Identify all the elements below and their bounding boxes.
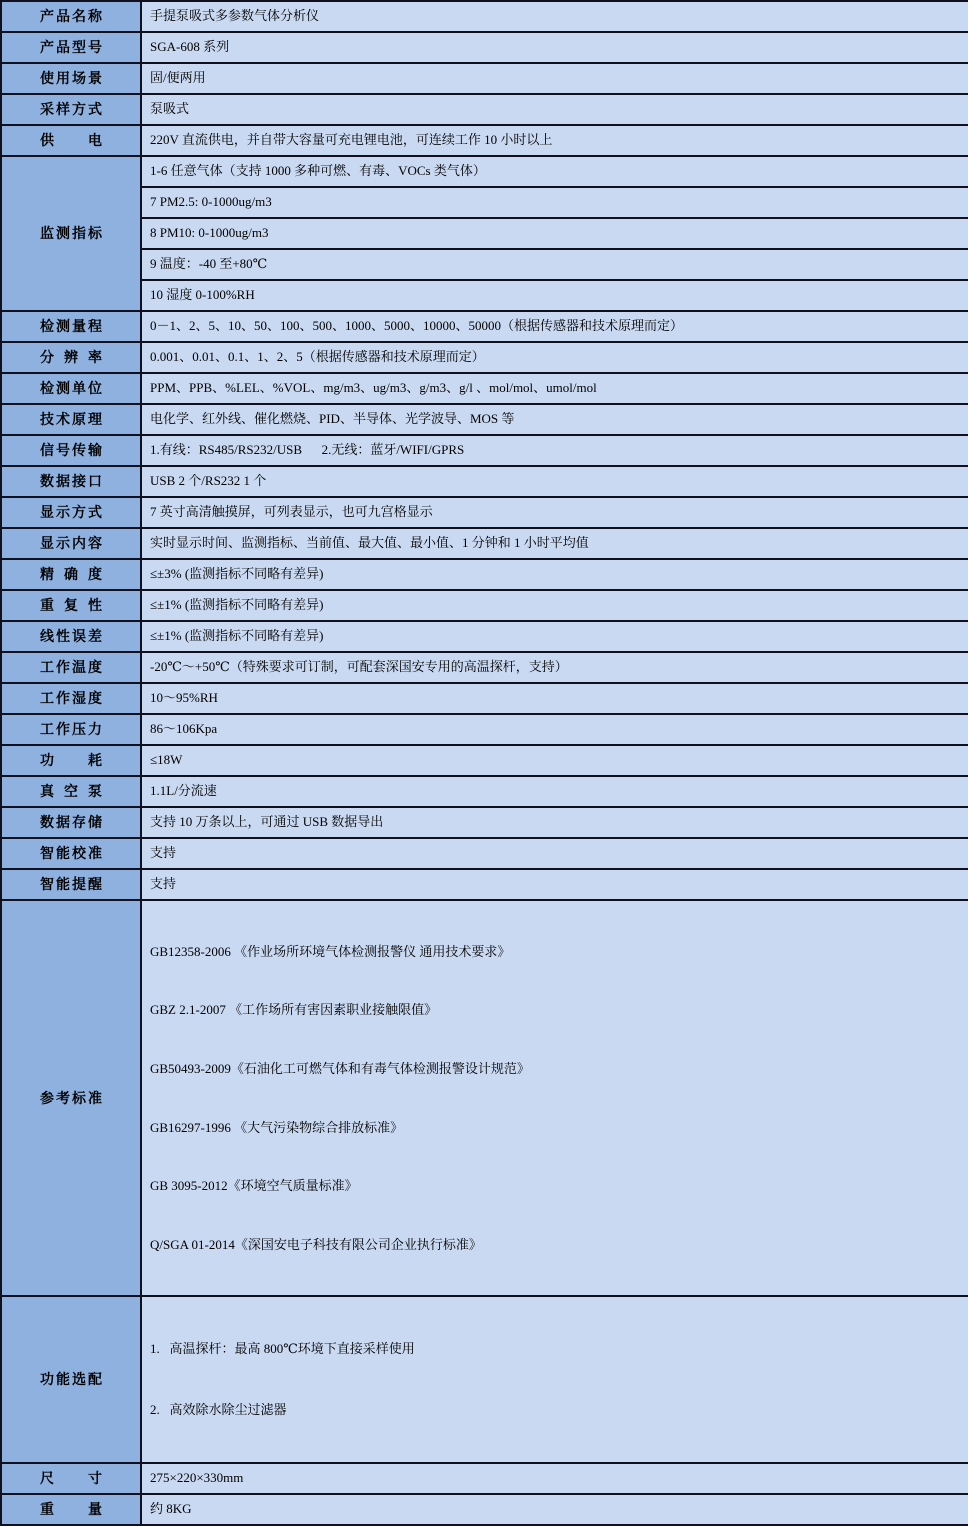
product-model-label-cell (1, 32, 141, 63)
row-monitoring-indicators (1, 280, 968, 311)
dimensions-label: 尺寸 (40, 1469, 102, 1486)
reference-standards-value (141, 900, 968, 1296)
row-resolution (1, 342, 968, 373)
reference-standards-label-cell (1, 900, 141, 1296)
row-vacuum-pump (1, 776, 968, 807)
monitoring-indicator-item: 10 湿度 0-100%RH (141, 280, 968, 311)
row-power-consumption (1, 745, 968, 776)
detection-unit-label: 检测单位 (40, 380, 102, 397)
optional-features-label: 功能选配 (40, 1370, 102, 1387)
row-usage-scenario (1, 63, 968, 94)
technical-principle-label: 技术原理 (40, 411, 102, 428)
reference-standard-line: GB50493-2009《石油化工可燃气体和有毒气体检测报警设计规范》 (150, 1061, 530, 1077)
smart-reminder-label-cell (1, 869, 141, 900)
data-storage-label-cell (1, 807, 141, 838)
row-dimensions (1, 1463, 968, 1494)
product-name-value: 手提泵吸式多参数气体分析仪 (141, 1, 968, 32)
product-name-label: 产品名称 (40, 8, 102, 25)
working-humidity-label: 工作湿度 (40, 690, 102, 707)
power-consumption-value: ≤18W (141, 745, 968, 776)
row-monitoring-indicators (1, 187, 968, 218)
working-pressure-label: 工作压力 (40, 721, 102, 738)
data-storage-label: 数据存储 (40, 814, 102, 831)
linearity-error-label-cell (1, 621, 141, 652)
optional-features-value (141, 1296, 968, 1463)
row-working-humidity (1, 683, 968, 714)
smart-reminder-value: 支持 (141, 869, 968, 900)
data-storage-value: 支持 10 万条以上，可通过 USB 数据导出 (141, 807, 968, 838)
row-sampling-method (1, 94, 968, 125)
display-mode-label-cell (1, 497, 141, 528)
reference-standard-line: GB 3095-2012《环境空气质量标准》 (150, 1178, 358, 1194)
power-supply-value: 220V 直流供电，并自带大容量可充电锂电池，可连续工作 10 小时以上 (141, 125, 968, 156)
monitoring-indicator-item: 8 PM10: 0-1000ug/m3 (141, 218, 968, 249)
dimensions-value: 275×220×330mm (141, 1463, 968, 1494)
row-monitoring-indicators (1, 249, 968, 280)
row-weight (1, 1494, 968, 1525)
vacuum-pump-label-cell (1, 776, 141, 807)
dimensions-label-cell (1, 1463, 141, 1494)
accuracy-label: 精确度 (40, 566, 102, 583)
row-data-storage (1, 807, 968, 838)
row-display-mode (1, 497, 968, 528)
working-humidity-value: 10～95%RH (141, 683, 968, 714)
weight-value: 约 8KG (141, 1494, 968, 1525)
product-model-value: SGA-608 系列 (141, 32, 968, 63)
detection-unit-label-cell (1, 373, 141, 404)
vacuum-pump-value: 1.1L/分流速 (141, 776, 968, 807)
smart-reminder-label: 智能提醒 (40, 876, 102, 893)
reference-standard-line: Q/SGA 01-2014《深国安电子科技有限公司企业执行标准》 (150, 1237, 482, 1253)
signal-transmission-label: 信号传输 (40, 442, 102, 459)
repeatability-label-cell (1, 590, 141, 621)
smart-calibration-label: 智能校准 (40, 845, 102, 862)
optional-feature-item: 1. 高温探杆：最高 800℃环境下直接采样使用 (150, 1340, 415, 1356)
display-mode-label: 显示方式 (40, 504, 102, 521)
row-monitoring-indicators (1, 156, 968, 187)
row-detection-range (1, 311, 968, 342)
power-consumption-label: 功耗 (40, 752, 102, 769)
monitoring-indicators-label: 监测指标 (40, 225, 102, 242)
signal-transmission-value: 1.有线：RS485/RS232/USB 2.无线：蓝牙/WIFI/GPRS (141, 435, 968, 466)
row-working-pressure (1, 714, 968, 745)
row-product-model (1, 32, 968, 63)
row-signal-transmission (1, 435, 968, 466)
detection-range-value: 0－1、2、5、10、50、100、500、1000、5000、10000、50000（根据传感器和技术原理而定） (141, 311, 968, 342)
weight-label: 重量 (40, 1500, 102, 1517)
product-name-label-cell (1, 1, 141, 32)
linearity-error-value: ≤±1% (监测指标不同略有差异) (141, 621, 968, 652)
row-monitoring-indicators (1, 218, 968, 249)
signal-transmission-label-cell (1, 435, 141, 466)
detection-range-label: 检测量程 (40, 318, 102, 335)
reference-standards-label: 参考标准 (40, 1089, 102, 1106)
working-temperature-label: 工作温度 (40, 659, 102, 676)
row-data-interface (1, 466, 968, 497)
technical-principle-value: 电化学、红外线、催化燃烧、PID、半导体、光学波导、MOS 等 (141, 404, 968, 435)
row-detection-unit (1, 373, 968, 404)
row-smart-calibration (1, 838, 968, 869)
repeatability-label: 重复性 (40, 597, 102, 614)
display-content-value: 实时显示时间、监测指标、当前值、最大值、最小值、1 分钟和 1 小时平均值 (141, 528, 968, 559)
row-working-temperature (1, 652, 968, 683)
resolution-label: 分辨率 (40, 349, 102, 366)
detection-range-label-cell (1, 311, 141, 342)
linearity-error-label: 线性误差 (40, 628, 102, 645)
row-power-supply (1, 125, 968, 156)
reference-standard-line: GB12358-2006 《作业场所环境气体检测报警仪 通用技术要求》 (150, 943, 511, 959)
optional-features-label-cell (1, 1296, 141, 1463)
row-reference-standards (1, 900, 968, 1296)
row-display-content (1, 528, 968, 559)
working-temperature-label-cell (1, 652, 141, 683)
vacuum-pump-label: 真空泵 (40, 783, 102, 800)
data-interface-value: USB 2 个/RS232 1 个 (141, 466, 968, 497)
working-temperature-value: -20℃～+50℃（特殊要求可订制，可配套深国安专用的高温探杆，支持） (141, 652, 968, 683)
working-pressure-value: 86～106Kpa (141, 714, 968, 745)
resolution-label-cell (1, 342, 141, 373)
display-content-label-cell (1, 528, 141, 559)
display-mode-value: 7 英寸高清触摸屏，可列表显示，也可九宫格显示 (141, 497, 968, 528)
row-accuracy (1, 559, 968, 590)
sampling-method-value: 泵吸式 (141, 94, 968, 125)
monitoring-indicator-item: 1-6 任意气体（支持 1000 多种可燃、有毒、VOCs 类气体） (141, 156, 968, 187)
usage-scenario-value: 固/便两用 (141, 63, 968, 94)
power-supply-label-cell (1, 125, 141, 156)
sampling-method-label-cell (1, 94, 141, 125)
sampling-method-label: 采样方式 (40, 101, 102, 118)
accuracy-label-cell (1, 559, 141, 590)
repeatability-value: ≤±1% (监测指标不同略有差异) (141, 590, 968, 621)
usage-scenario-label-cell (1, 63, 141, 94)
row-product-name (1, 1, 968, 32)
optional-feature-item: 2. 高效除水除尘过滤器 (150, 1402, 287, 1418)
reference-standard-line: GB16297-1996 《大气污染物综合排放标准》 (150, 1119, 404, 1135)
technical-principle-label-cell (1, 404, 141, 435)
working-humidity-label-cell (1, 683, 141, 714)
detection-unit-value: PPM、PPB、%LEL、%VOL、mg/m3、ug/m3、g/m3、g/l 、mol/mol、umol/mol (141, 373, 968, 404)
smart-calibration-label-cell (1, 838, 141, 869)
product-model-label: 产品型号 (40, 39, 102, 56)
monitoring-indicator-item: 9 温度：-40 至+80℃ (141, 249, 968, 280)
row-technical-principle (1, 404, 968, 435)
weight-label-cell (1, 1494, 141, 1525)
monitoring-indicator-item: 7 PM2.5: 0-1000ug/m3 (141, 187, 968, 218)
power-supply-label: 供电 (40, 132, 102, 149)
monitoring-indicators-label-cell (1, 156, 141, 311)
smart-calibration-value: 支持 (141, 838, 968, 869)
row-smart-reminder (1, 869, 968, 900)
power-consumption-label-cell (1, 745, 141, 776)
row-optional-features (1, 1296, 968, 1463)
reference-standard-line: GBZ 2.1-2007 《工作场所有害因素职业接触限值》 (150, 1002, 438, 1018)
data-interface-label-cell (1, 466, 141, 497)
data-interface-label: 数据接口 (40, 473, 102, 490)
working-pressure-label-cell (1, 714, 141, 745)
resolution-value: 0.001、0.01、0.1、1、2、5（根据传感器和技术原理而定） (141, 342, 968, 373)
row-repeatability (1, 590, 968, 621)
row-linearity-error (1, 621, 968, 652)
accuracy-value: ≤±3% (监测指标不同略有差异) (141, 559, 968, 590)
display-content-label: 显示内容 (40, 535, 102, 552)
usage-scenario-label: 使用场景 (40, 70, 102, 87)
